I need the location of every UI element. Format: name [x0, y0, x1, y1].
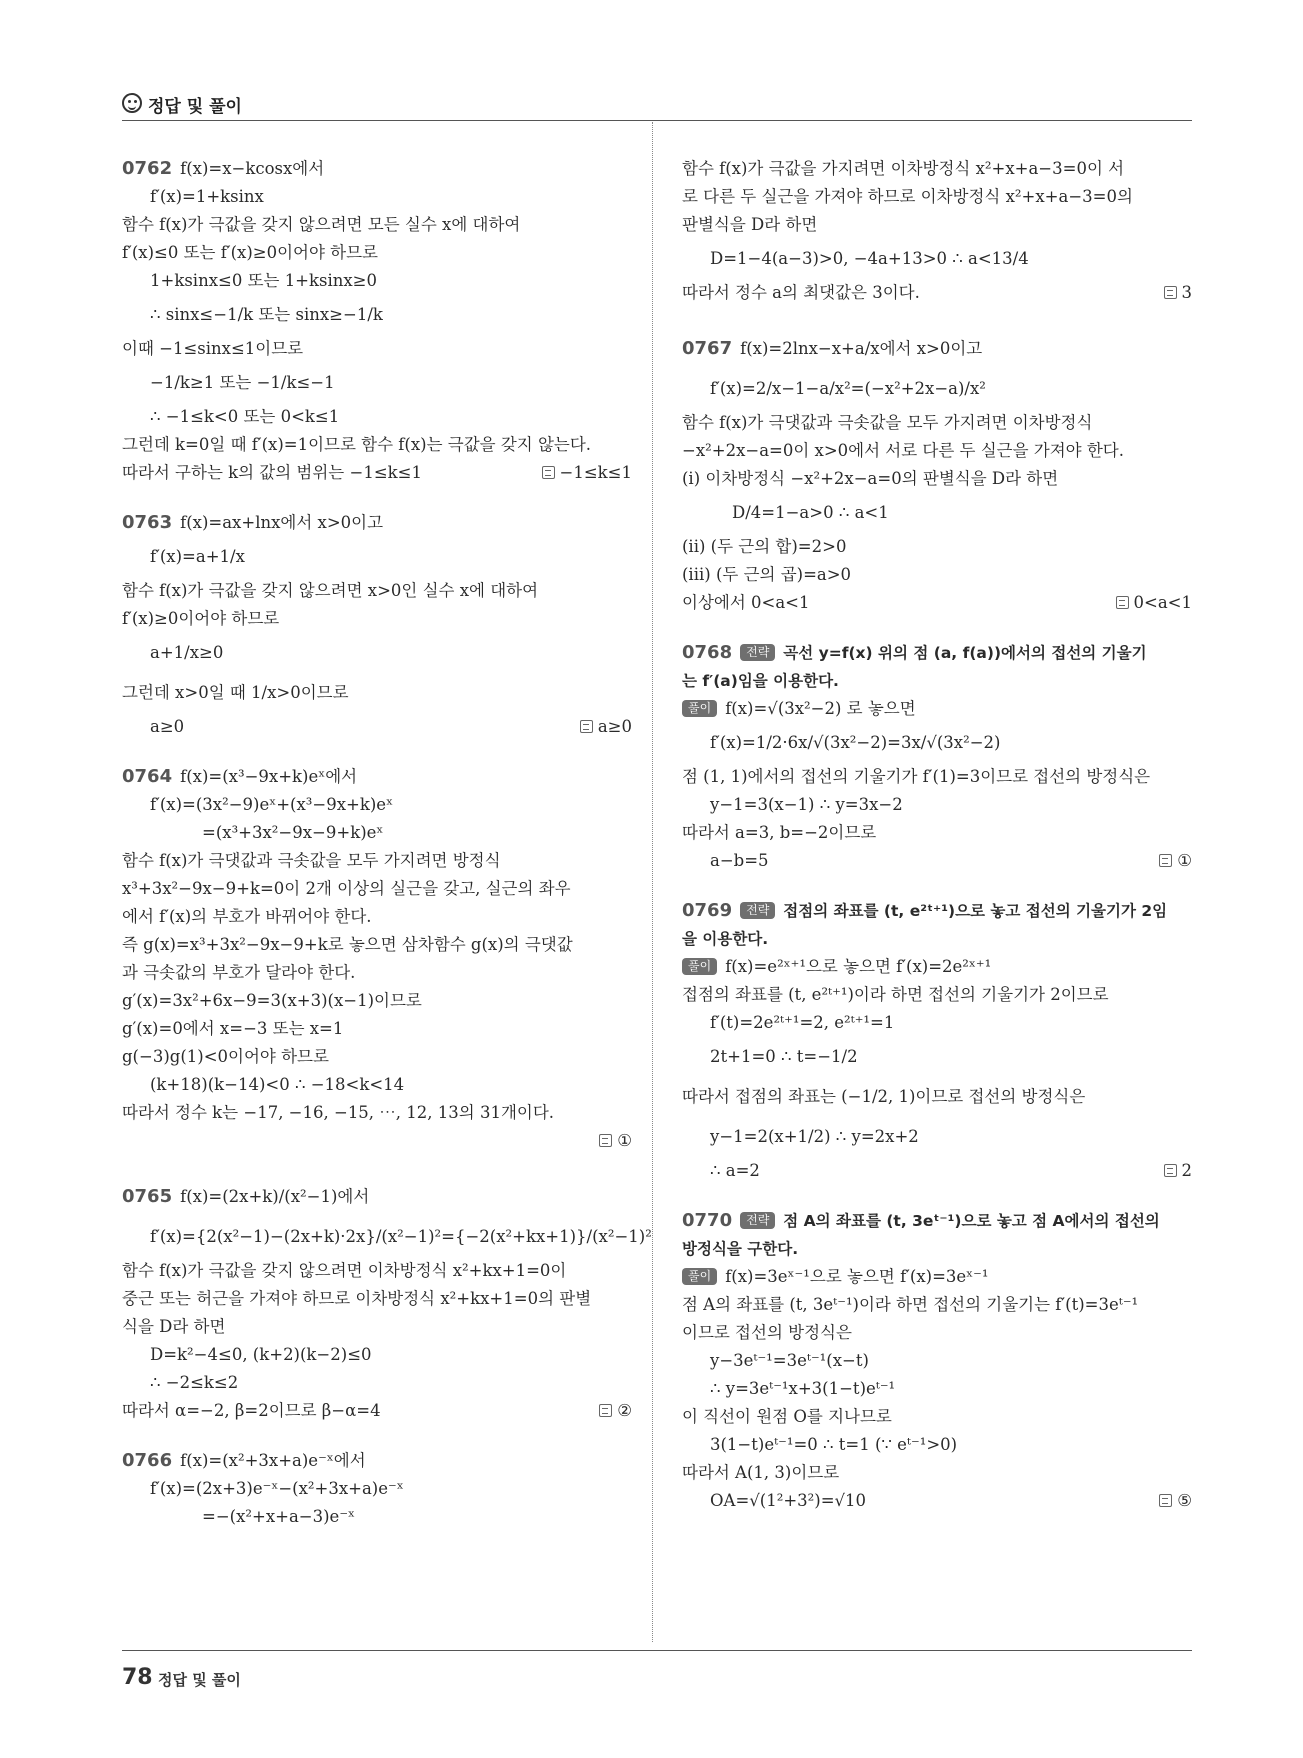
- problem-gap: [122, 1155, 632, 1177]
- solution-line: [122, 633, 632, 673]
- solution-line: [122, 847, 632, 875]
- solution-line: [682, 1347, 1192, 1375]
- line-text: 즉 g(x)=x³+3x²−9x−9+k로 놓으면 삼차함수 g(x)의 극댓값: [122, 935, 573, 954]
- answer-icon: [1159, 854, 1172, 867]
- solution-line: [682, 589, 1192, 617]
- solution-line: [682, 763, 1192, 791]
- solution-line: [682, 1403, 1192, 1431]
- solution-line: [122, 1015, 632, 1043]
- line-text: f′(x)≤0 또는 f′(x)≥0이어야 하므로: [122, 243, 378, 262]
- solution-line: [682, 1375, 1192, 1403]
- line-text: 이상에서 0<a<1: [682, 593, 810, 612]
- solution-line: [682, 1459, 1192, 1487]
- problem-gap: [122, 741, 632, 763]
- solution-line: [122, 1043, 632, 1071]
- answer-text: 2: [1181, 1161, 1192, 1180]
- solution-line: [122, 1127, 632, 1155]
- solution-line: [682, 1431, 1192, 1459]
- line-text: 따라서 a=3, b=−2이므로: [682, 823, 877, 842]
- solution-line: [682, 847, 1192, 875]
- line-text: g(−3)g(1)<0이어야 하므로: [122, 1047, 329, 1066]
- line-text: ∴ y=3eᵗ⁻¹x+3(1−t)eᵗ⁻¹: [710, 1379, 896, 1398]
- line-text: ∴ a=2: [710, 1161, 760, 1180]
- answer-icon: [1159, 1494, 1172, 1507]
- line-text: y−3eᵗ⁻¹=3eᵗ⁻¹(x−t): [710, 1351, 869, 1370]
- line-text: a−b=5: [710, 851, 769, 870]
- problem-gap: [122, 487, 632, 509]
- line-text: 로 다른 두 실근을 가져야 하므로 이차방정식 x²+x+a−3=0의: [682, 187, 1133, 206]
- line-text: y−1=3(x−1) ∴ y=3x−2: [710, 795, 903, 814]
- line-text: f′(x)=(3x²−9)eˣ+(x³−9x+k)eˣ: [150, 795, 394, 814]
- line-text: 따라서 A(1, 3)이므로: [682, 1463, 840, 1482]
- line-text: ∴ −1≤k<0 또는 0<k≤1: [150, 407, 340, 426]
- line-text: 1+ksinx≤0 또는 1+ksinx≥0: [150, 271, 378, 290]
- solution-line: [122, 791, 632, 819]
- line-text: (ii) (두 근의 합)=2>0: [682, 537, 847, 556]
- solution-line: [122, 1369, 632, 1397]
- strategy-line: [682, 1207, 1192, 1235]
- problem-gap: [122, 1425, 632, 1447]
- solution-line: [122, 875, 632, 903]
- line-text: 따라서 α=−2, β=2이므로 β−α=4: [122, 1401, 381, 1420]
- line-text: 함수 f(x)가 극값을 갖지 않으려면 모든 실수 x에 대하여: [122, 215, 521, 234]
- solution-line: [122, 295, 632, 335]
- problem-number: 0770: [682, 1210, 733, 1231]
- answer-icon: [580, 720, 593, 733]
- line-text: =(x³+3x²−9x−9+k)eˣ: [202, 823, 384, 842]
- solution-line: [122, 459, 632, 487]
- problem-gap: [682, 1185, 1192, 1207]
- answer-mark: [580, 713, 632, 741]
- line-text: −1/k≥1 또는 −1/k≤−1: [150, 373, 335, 392]
- line-text: 이므로 접선의 방정식은: [682, 1323, 852, 1342]
- solution-line: [122, 155, 632, 183]
- solution-line: [682, 279, 1192, 307]
- line-text: f′(x)={2(x²−1)−(2x+k)·2x}/(x²−1)²={−2(x²+kx+1)}/(x²−1)²: [150, 1227, 652, 1246]
- line-text: f(x)=3eˣ⁻¹으로 놓으면 f′(x)=3eˣ⁻¹: [725, 1267, 989, 1286]
- solution-line: [122, 1397, 632, 1425]
- answer-mark: [1164, 279, 1193, 307]
- line-text: f′(x)≥0이어야 하므로: [122, 609, 280, 628]
- line-text: 식을 D라 하면: [122, 1317, 226, 1336]
- footer-rule: [122, 1650, 1192, 1651]
- answer-text: −1≤k≤1: [559, 463, 632, 482]
- answer-mark: [542, 459, 632, 487]
- line-text: (iii) (두 근의 곱)=a>0: [682, 565, 852, 584]
- strategy-tag: 전략: [740, 644, 775, 661]
- strategy-line-cont: [682, 925, 1192, 953]
- solution-line: [122, 673, 632, 713]
- solution-line: [682, 695, 1192, 723]
- line-text: (k+18)(k−14)<0 ∴ −18<k<14: [150, 1075, 405, 1094]
- line-text: g′(x)=0에서 x=−3 또는 x=1: [122, 1019, 344, 1038]
- answer-mark: [1116, 589, 1192, 617]
- line-text: 그런데 x>0일 때 1/x>0이므로: [122, 683, 349, 702]
- answer-icon: [542, 466, 555, 479]
- solution-line: [682, 369, 1192, 409]
- solution-line: [682, 329, 1192, 369]
- line-text: (i) 이차방정식 −x²+2x−a=0의 판별식을 D라 하면: [682, 469, 1059, 488]
- answer-mark: [1159, 847, 1192, 875]
- line-text: f(x)=e²ˣ⁺¹으로 놓으면 f′(x)=2e²ˣ⁺¹: [725, 957, 992, 976]
- answer-icon: [599, 1404, 612, 1417]
- line-text: 그런데 k=0일 때 f′(x)=1이므로 함수 f(x)는 극값을 갖지 않는다.: [122, 435, 592, 454]
- line-text: D=k²−4≤0, (k+2)(k−2)≤0: [150, 1345, 372, 1364]
- solution-line: [682, 819, 1192, 847]
- solution-line: [682, 1077, 1192, 1117]
- line-text: −x²+2x−a=0이 x>0에서 서로 다른 두 실근을 가져야 한다.: [682, 441, 1124, 460]
- solution-line: [682, 239, 1192, 279]
- solution-line: [122, 931, 632, 959]
- line-text: 함수 f(x)가 극값을 갖지 않으려면 이차방정식 x²+kx+1=0이: [122, 1261, 567, 1280]
- solution-tag: 풀이: [682, 1268, 717, 1285]
- solution-line: [122, 713, 632, 741]
- line-text: 3(1−t)eᵗ⁻¹=0 ∴ t=1 (∵ eᵗ⁻¹>0): [710, 1435, 958, 1454]
- line-text: f′(x)=1/2·6x/√(3x²−2)=3x/√(3x²−2): [710, 733, 1001, 752]
- solution-line: [122, 1475, 632, 1503]
- answer-text: ②: [617, 1401, 632, 1420]
- answer-mark: [599, 1397, 632, 1425]
- solution-line: [682, 1037, 1192, 1077]
- solution-line: [122, 363, 632, 403]
- solution-line: [682, 409, 1192, 437]
- solution-line: [122, 1285, 632, 1313]
- answer-mark: [1164, 1157, 1193, 1185]
- solution-line: [682, 1487, 1192, 1515]
- answer-text: ①: [1177, 851, 1192, 870]
- left-column: [122, 155, 652, 1531]
- problem-number: 0765: [122, 1186, 173, 1207]
- line-text: f′(x)=a+1/x: [150, 547, 245, 566]
- line-text: f(x)=√(3x²−2) 로 놓으면: [725, 699, 916, 718]
- line-text: OA=√(1²+3²)=√10: [710, 1491, 867, 1510]
- line-text: D/4=1−a>0 ∴ a<1: [732, 503, 889, 522]
- problem-number: 0768: [682, 642, 733, 663]
- solution-line: [682, 981, 1192, 1009]
- line-text: x³+3x²−9x−9+k=0이 2개 이상의 실근을 갖고, 실근의 좌우: [122, 879, 571, 898]
- solution-line: [122, 763, 632, 791]
- line-text: 접점의 좌표를 (t, e²ᵗ⁺¹)이라 하면 접선의 기울기가 2이므로: [682, 985, 1109, 1004]
- line-text: g′(x)=3x²+6x−9=3(x+3)(x−1)이므로: [122, 991, 422, 1010]
- line-text: 에서 f′(x)의 부호가 바뀌어야 한다.: [122, 907, 372, 926]
- line-text: f(x)=(2x+k)/(x²−1)에서: [180, 1187, 370, 1206]
- solution-line: [682, 1157, 1192, 1185]
- solution-line: [682, 723, 1192, 763]
- solution-line: [122, 1313, 632, 1341]
- strategy-text: 을 이용한다.: [682, 930, 769, 948]
- line-text: f′(x)=1+ksinx: [150, 187, 264, 206]
- strategy-text: 곡선 y=f(x) 위의 점 (a, f(a))에서의 접선의 기울기: [783, 644, 1147, 662]
- header-title: 정답 및 풀이: [148, 97, 242, 117]
- line-text: 따라서 접점의 좌표는 (−1/2, 1)이므로 접선의 방정식은: [682, 1087, 1086, 1106]
- solution-line: [682, 437, 1192, 465]
- solution-line: [122, 1217, 652, 1257]
- answer-icon: [1164, 1164, 1177, 1177]
- solution-line: [122, 211, 632, 239]
- answer-text: ①: [617, 1131, 632, 1150]
- problem-number: 0764: [122, 766, 173, 787]
- line-text: f(x)=(x²+3x+a)e⁻ˣ에서: [180, 1451, 366, 1470]
- solution-line: [682, 1291, 1192, 1319]
- solution-line: [682, 561, 1192, 589]
- solution-line: [122, 605, 632, 633]
- solution-line: [682, 791, 1192, 819]
- line-text: f(x)=2lnx−x+a/x에서 x>0이고: [740, 339, 983, 358]
- line-text: 따라서 정수 k는 −17, −16, −15, ⋯, 12, 13의 31개이다.: [122, 1103, 555, 1122]
- answer-text: ⑤: [1177, 1491, 1192, 1510]
- solution-line: [122, 403, 632, 431]
- solution-line: [682, 1009, 1192, 1037]
- line-text: 이 직선이 원점 O를 지나므로: [682, 1407, 892, 1426]
- solution-line: [122, 1177, 632, 1217]
- line-text: 중근 또는 허근을 가져야 하므로 이차방정식 x²+kx+1=0의 판별: [122, 1289, 592, 1308]
- line-text: 함수 f(x)가 극댓값과 극솟값을 모두 가지려면 방정식: [122, 851, 501, 870]
- problem-gap: [682, 307, 1192, 329]
- problem-number: 0763: [122, 512, 173, 533]
- problem-gap: [682, 875, 1192, 897]
- strategy-line: [682, 639, 1192, 667]
- line-text: y−1=2(x+1/2) ∴ y=2x+2: [710, 1127, 919, 1146]
- answer-icon: [1116, 596, 1129, 609]
- line-text: =−(x²+x+a−3)e⁻ˣ: [202, 1507, 356, 1526]
- solution-line: [682, 953, 1192, 981]
- solution-line: [122, 819, 632, 847]
- solution-line: [122, 959, 632, 987]
- right-column: [682, 155, 1192, 1515]
- answer-text: a≥0: [597, 717, 632, 736]
- solution-line: [122, 239, 632, 267]
- line-text: 함수 f(x)가 극값을 가지려면 이차방정식 x²+x+a−3=0이 서: [682, 159, 1125, 178]
- strategy-tag: 전략: [740, 902, 775, 919]
- solution-line: [122, 1341, 632, 1369]
- solution-line: [682, 183, 1192, 211]
- strategy-text: 접점의 좌표를 (t, e²ᵗ⁺¹)으로 놓고 접선의 기울기가 2임: [783, 902, 1168, 920]
- solution-line: [122, 1257, 632, 1285]
- solution-line: [122, 1071, 632, 1099]
- strategy-text: 점 A의 좌표를 (t, 3eᵗ⁻¹)으로 놓고 점 A에서의 접선의: [783, 1212, 1160, 1230]
- strategy-text: 방정식을 구한다.: [682, 1240, 799, 1258]
- line-text: D=1−4(a−3)>0, −4a+13>0 ∴ a<13/4: [710, 249, 1029, 268]
- line-text: 점 (1, 1)에서의 접선의 기울기가 f′(1)=3이므로 접선의 방정식은: [682, 767, 1151, 786]
- line-text: 따라서 정수 a의 최댓값은 3이다.: [682, 283, 920, 302]
- solution-line: [682, 1319, 1192, 1347]
- strategy-line: [682, 897, 1192, 925]
- solution-line: [682, 493, 1192, 533]
- solution-line: [682, 211, 1192, 239]
- solution-line: [122, 267, 632, 295]
- solution-line: [682, 533, 1192, 561]
- line-text: 점 A의 좌표를 (t, 3eᵗ⁻¹)이라 하면 접선의 기울기는 f′(t)=3eᵗ⁻¹: [682, 1295, 1139, 1314]
- strategy-line-cont: [682, 667, 1192, 695]
- solution-line: [122, 335, 632, 363]
- solution-line: [682, 465, 1192, 493]
- strategy-line-cont: [682, 1235, 1192, 1263]
- page-number: 78: [122, 1665, 153, 1690]
- solution-line: [682, 1117, 1192, 1157]
- line-text: a+1/x≥0: [150, 643, 224, 662]
- line-text: f′(x)=2/x−1−a/x²=(−x²+2x−a)/x²: [710, 379, 986, 398]
- line-text: 과 극솟값의 부호가 달라야 한다.: [122, 963, 356, 982]
- line-text: 2t+1=0 ∴ t=−1/2: [710, 1047, 858, 1066]
- column-divider: [652, 122, 653, 1642]
- problem-number: 0767: [682, 338, 733, 359]
- line-text: 이때 −1≤sinx≤1이므로: [122, 339, 304, 358]
- solution-line: [122, 987, 632, 1015]
- answer-text: 0<a<1: [1133, 593, 1192, 612]
- line-text: 판별식을 D라 하면: [682, 215, 818, 234]
- line-text: ∴ sinx≤−1/k 또는 sinx≥−1/k: [150, 305, 383, 324]
- solution-tag: 풀이: [682, 958, 717, 975]
- strategy-tag: 전략: [740, 1212, 775, 1229]
- solution-line: [682, 1263, 1192, 1291]
- strategy-text: 는 f′(a)임을 이용한다.: [682, 672, 839, 690]
- solution-line: [122, 903, 632, 931]
- line-text: f′(x)=(2x+3)e⁻ˣ−(x²+3x+a)e⁻ˣ: [150, 1479, 404, 1498]
- line-text: 함수 f(x)가 극값을 갖지 않으려면 x>0인 실수 x에 대하여: [122, 581, 539, 600]
- line-text: f(x)=(x³−9x+k)eˣ에서: [180, 767, 358, 786]
- line-text: ∴ −2≤k≤2: [150, 1373, 239, 1392]
- line-text: f(x)=ax+lnx에서 x>0이고: [180, 513, 384, 532]
- line-text: 함수 f(x)가 극댓값과 극솟값을 모두 가지려면 이차방정식: [682, 413, 1093, 432]
- line-text: a≥0: [150, 717, 185, 736]
- line-text: 따라서 구하는 k의 값의 범위는 −1≤k≤1: [122, 463, 422, 482]
- problem-gap: [682, 617, 1192, 639]
- smiley-icon: [122, 93, 142, 113]
- answer-text: 3: [1181, 283, 1192, 302]
- problem-number: 0762: [122, 158, 173, 179]
- solution-line: [122, 577, 632, 605]
- solution-line: [122, 1503, 632, 1531]
- answer-mark: [1159, 1487, 1192, 1515]
- line-text: f′(t)=2e²ᵗ⁺¹=2, e²ᵗ⁺¹=1: [710, 1013, 895, 1032]
- problem-number: 0769: [682, 900, 733, 921]
- line-text: f(x)=x−kcosx에서: [180, 159, 325, 178]
- solution-line: [122, 1447, 632, 1475]
- solution-line: [122, 183, 632, 211]
- solution-line: [122, 1099, 632, 1127]
- footer-title: 정답 및 풀이: [158, 1671, 241, 1689]
- page-header: [122, 90, 1192, 121]
- answer-icon: [599, 1134, 612, 1147]
- solution-tag: 풀이: [682, 700, 717, 717]
- solution-line: [122, 431, 632, 459]
- problem-number: 0766: [122, 1450, 173, 1471]
- solution-line: [682, 155, 1192, 183]
- answer-mark: [599, 1127, 632, 1155]
- solution-line: [122, 509, 632, 537]
- answer-icon: [1164, 286, 1177, 299]
- solution-line: [122, 537, 632, 577]
